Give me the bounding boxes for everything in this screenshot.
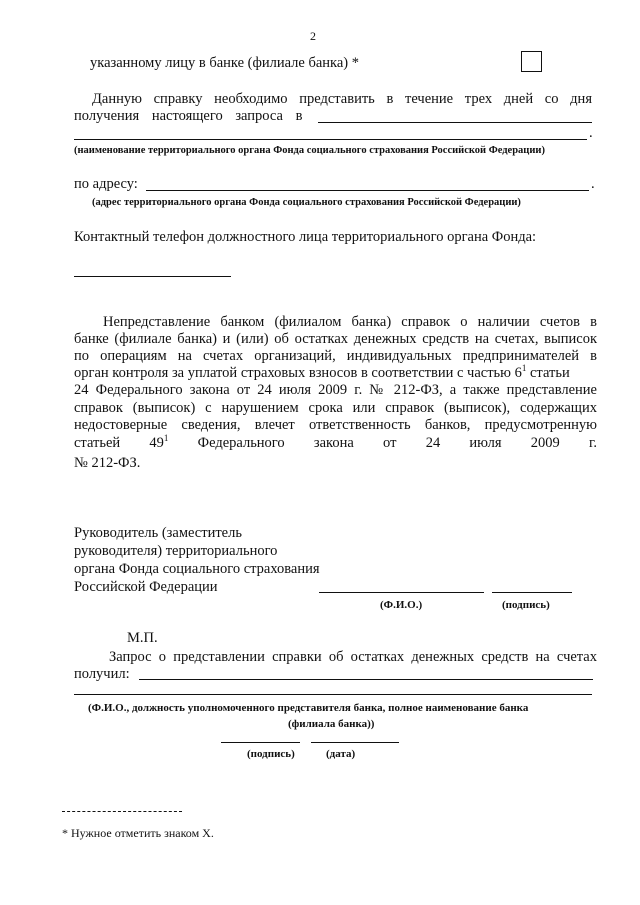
received-sign-field[interactable]	[221, 742, 300, 743]
penalty-sup-2: 1	[163, 433, 169, 444]
penalty-word: 2009	[530, 435, 560, 451]
penalty-line-5: 24 Федерального закона от 24 июля 2009 г. № 212-ФЗ, а также представление	[74, 382, 597, 398]
penalty-word: от	[383, 435, 397, 451]
penalty-last-line: № 212-ФЗ.	[74, 455, 141, 471]
footnote-separator	[62, 811, 182, 812]
signatory-line-1: Руководитель (заместитель	[74, 525, 242, 541]
signatory-line-4: Российской Федерации	[74, 579, 218, 595]
signatory-sign-caption: (подпись)	[502, 599, 550, 611]
penalty-line-4-text: орган контроля за уплатой страховых взносов в соответствии с частью 6	[74, 365, 522, 381]
penalty-line-6: справок (выписок) с нарушением срока или справок (выписок), содержащих	[74, 400, 597, 416]
penalty-line-1: Непредставление банком (филиалом банка) справок о наличии счетов в	[103, 314, 597, 330]
received-line-1: Запрос о представлении справки об остатках денежных средств на счетах	[109, 649, 597, 665]
address-field[interactable]	[146, 190, 589, 191]
penalty-line-8	[74, 435, 597, 452]
received-caption-2: (филиала банка))	[288, 718, 375, 730]
penalty-word: Федерального	[197, 435, 285, 451]
address-label: по адресу:	[74, 176, 138, 192]
penalty-word: 24	[425, 435, 441, 451]
deadline-line-1: Данную справку необходимо представить в течение трех дней со дня	[92, 91, 592, 107]
penalty-line-7: недостоверные сведения, влечет ответственность банков, предусмотренную	[74, 417, 597, 433]
signatory-fio-caption: (Ф.И.О.)	[380, 599, 423, 611]
received-line-2: получил:	[74, 666, 130, 682]
signatory-sign-field[interactable]	[492, 592, 572, 593]
footnote-text: * Нужное отметить знаком Х.	[62, 826, 214, 840]
received-sign-caption: (подпись)	[247, 748, 295, 760]
received-caption-1: (Ф.И.О., должность уполномоченного представителя банка, полное наименование банка	[88, 702, 529, 714]
received-date-field[interactable]	[311, 742, 399, 743]
fund-body-caption: (наименование территориального органа Фонда социального страхования Российской Федерации)	[74, 145, 545, 156]
fund-body-name-field[interactable]	[318, 122, 592, 123]
penalty-line-2: банке (филиале банка) и (или) об остатках денежных средств на счетах, выписок	[74, 331, 597, 347]
penalty-sup-1: 1	[521, 363, 527, 374]
received-date-caption: (дата)	[326, 748, 356, 760]
bank-line-text: указанному лицу в банке (филиале банка) *	[90, 55, 360, 71]
signatory-fio-field[interactable]	[319, 592, 484, 593]
penalty-line-3: по операциям на счетах организаций, индивидуальных предпринимателей в	[74, 348, 597, 364]
contact-phone-label: Контактный телефон должностного лица территориального органа Фонда:	[74, 229, 537, 245]
contact-phone-field[interactable]	[74, 276, 231, 277]
penalty-word: г.	[589, 435, 597, 451]
mark-checkbox[interactable]	[521, 51, 542, 72]
deadline-line-2: получения настоящего запроса в	[74, 108, 303, 124]
signatory-line-2: руководителя) территориального	[74, 543, 278, 559]
page-number: 2	[310, 29, 316, 43]
penalty-word: июля	[469, 435, 502, 451]
penalty-word: $49^1$	[149, 433, 169, 451]
signatory-line-3: органа Фонда социального страхования	[74, 561, 320, 577]
stamp-label: М.П.	[127, 630, 158, 646]
received-fio-field[interactable]	[139, 679, 593, 680]
fund-body-name-field-2[interactable]	[74, 139, 587, 140]
penalty-word: закона	[313, 435, 354, 451]
received-fio-field-2[interactable]	[74, 694, 592, 695]
address-end-dot: .	[591, 176, 595, 192]
penalty-word: статьей	[74, 435, 121, 451]
penalty-line-4	[74, 365, 597, 382]
address-caption: (адрес территориального органа Фонда социального страхования Российской Федерации)	[92, 197, 521, 208]
penalty-line-4-tail: статьи	[530, 365, 570, 381]
deadline-end-dot: .	[589, 125, 593, 141]
